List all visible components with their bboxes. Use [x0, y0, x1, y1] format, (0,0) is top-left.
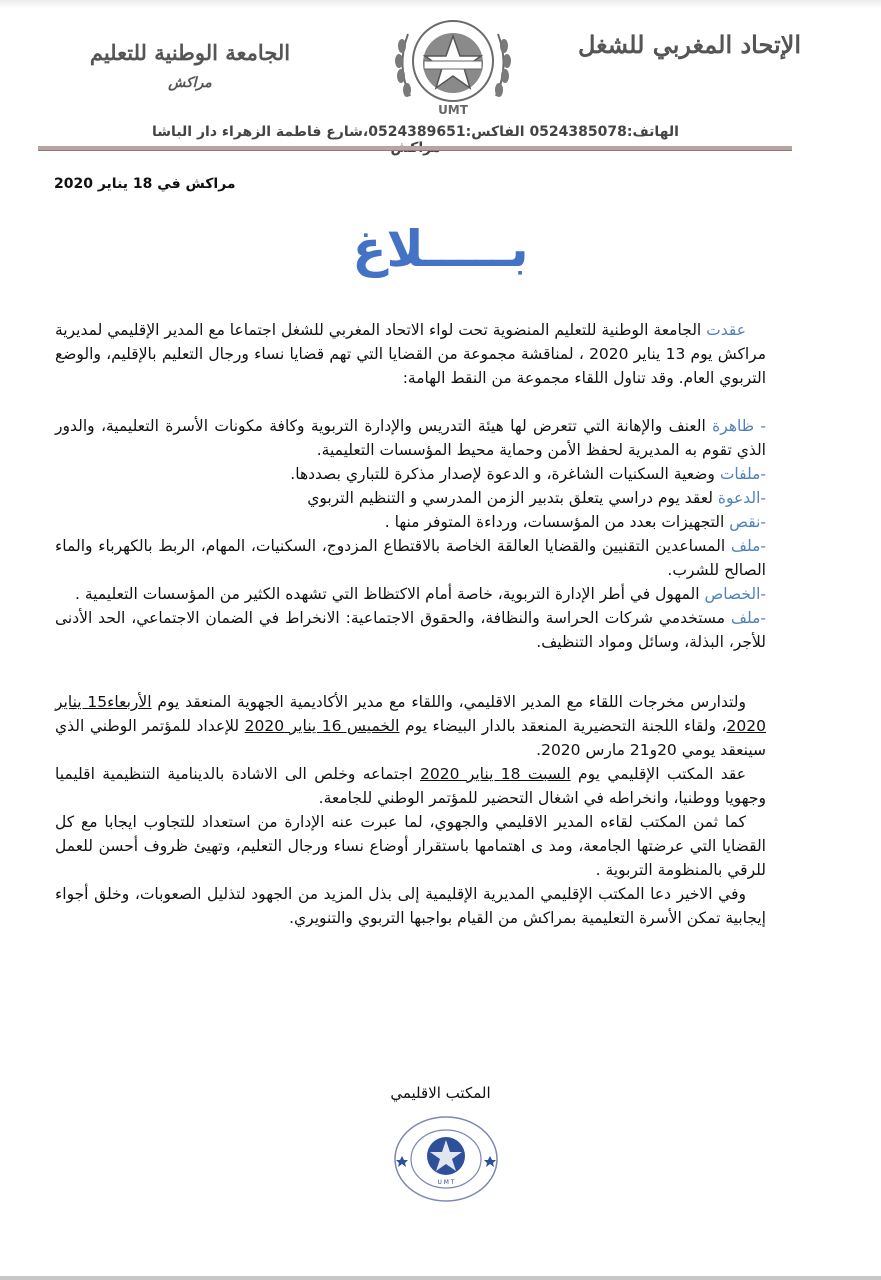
spacer	[55, 654, 766, 678]
intro-keyword: عقدت	[706, 321, 746, 339]
point-keyword: ملف	[730, 537, 761, 555]
text-run: ولتدارس مخرجات اللقاء مع المدير الاقليمي، واللقاء مع مدير الأكاديمية الجهوية المنعقد يوم	[151, 693, 746, 711]
page-bottom-edge	[0, 1276, 881, 1280]
point-text: المساعدين التقنيين والقضايا العالقة الخاصة بالاقتطاع المزدوج، السكنيات، المهام، الربط بالكهرباء والماء الصالح للشرب.	[55, 537, 766, 579]
point-text: لعقد يوم دراسي يتعلق بتدبير الزمن المدرسي و التنظيم التربوي	[307, 489, 718, 507]
point-item	[55, 606, 766, 654]
point-text: العنف والإهانة التي تتعرض لها هيئة التدريس والإدارة التربوية وكافة مكونات الأسرة التعليمية، والدور الذي تقوم به المديرية لحفظ الأمن وحماية محيط المؤسسات التعليمية.	[55, 417, 766, 459]
paragraph-office-meeting	[55, 762, 766, 810]
intro-paragraph	[55, 318, 766, 390]
point-item	[55, 582, 766, 606]
point-item	[55, 510, 766, 534]
point-prefix: -	[760, 513, 766, 531]
point-prefix: -	[760, 465, 766, 483]
point-text: مستخدمي شركات الحراسة والنظافة، والحقوق الاجتماعية: الانخراط في الضمان الاجتماعي، الحد الأدنى للأجر، البذلة، وسائل ومواد التنظيف.	[55, 609, 766, 651]
intro-text: الجامعة الوطنية للتعليم المنضوية تحت لواء الاتحاد المغربي للشغل اجتماعا مع المدير الإقليمي لمديرية مراكش يوم 13 يناير 2020 ، لمناقشة مجموعة من القضايا التي تهم قضايا نساء ورجال التعليم بالإقليم، والوضع التربوي العام. وقد تناول اللقاء مجموعة من النقط الهامة:	[55, 321, 767, 387]
underlined-date: الأربعاء15 يناير 2020	[55, 693, 766, 735]
paragraph-followup-meetings	[55, 690, 766, 762]
header-divider	[38, 146, 792, 151]
point-keyword: ظاهرة	[712, 417, 755, 435]
text-run: عقد المكتب الإقليمي يوم	[570, 765, 747, 783]
underlined-date: السبت 18 يناير 2020	[419, 765, 571, 783]
text-run: اجتماعه وخلص الى الاشادة بالدينامية التنظيمية اقليميا وجهويا ووطنيا، وانخراطه في اشغال التحضير للمؤتمر الوطني للجامعة.	[55, 765, 766, 807]
point-keyword: ملفات	[719, 465, 761, 483]
paragraph-closing: وفي الاخير دعا المكتب الإقليمي المديرية الإقليمية إلى بذل المزيد من الجهود لتذليل الصعوبات، وخلق أجواء إيجابية تمكن الأسرة التعليمية بمراكش من القيام بواجبها التربوي والتنويري.	[55, 885, 766, 927]
point-keyword: ملف	[730, 609, 761, 627]
point-item	[55, 486, 766, 510]
point-keyword: نقص	[729, 513, 761, 531]
point-prefix: -	[754, 417, 766, 435]
svg-text:U M T: U M T	[437, 1179, 455, 1186]
point-text: المهول في أطر الإدارة التربوية، خاصة أمام الاكتظاظ التي تشهده الكثير من المؤسسات التعليمية .	[75, 585, 705, 603]
federation-block	[85, 40, 295, 91]
logo-text: UMT	[438, 103, 468, 117]
point-item	[55, 462, 766, 486]
paragraph-appreciation: كما ثمن المكتب لقاءه المدير الاقليمي والجهوي، لما عبرت عنه الإدارة من استعداد للتجاوب ايجابا مع كل القضايا التي عرضتها الجامعة، ومد ى اهتمامها باستقرار أوضاع نساء ورجال التعليم، وتهيئ ظروف أحسن للعمل للرقي بالمنظومة التربوية .	[55, 813, 766, 879]
spacer	[55, 390, 766, 414]
point-keyword: الدعوة	[717, 489, 761, 507]
point-text: وضعية السكنيات الشاغرة، و الدعوة لإصدار مذكرة للتباري بصددها.	[290, 465, 720, 483]
point-prefix: -	[760, 489, 766, 507]
document-body	[55, 318, 766, 930]
point-text: التجهيزات بعدد من المؤسسات، ورداءة المتوفر منها .	[384, 513, 730, 531]
text-run: للإعداد للمؤتمر الوطني الذي سينعقد يومي 20و21 مارس 2020.	[55, 717, 766, 759]
contact-line: الهاتف:0524385078 الفاكس:0524389651،شارع فاطمة الزهراء دار الباشا	[152, 124, 679, 140]
point-prefix: -	[760, 609, 766, 627]
federation-name: الجامعة الوطنية للتعليم	[89, 40, 291, 65]
point-item	[55, 414, 766, 462]
text-run: ، ولقاء اللجنة التحضيرية المنعقد بالدار البيضاء يوم	[399, 717, 727, 735]
official-stamp-icon	[392, 1114, 500, 1204]
point-keyword: الخصاص	[704, 585, 761, 603]
document-title: بـــــلاغ	[352, 220, 529, 278]
union-name: الإتحاد المغربي للشغل	[577, 30, 801, 59]
underlined-date: الخميس 16 يناير 2020	[244, 717, 400, 735]
umt-logo-icon	[388, 6, 518, 118]
point-prefix: -	[760, 585, 766, 603]
point-item	[55, 534, 766, 582]
point-prefix: -	[760, 537, 766, 555]
spacer	[55, 678, 766, 690]
signoff: المكتب الاقليمي	[390, 1084, 491, 1102]
date-line: مراكش في 18 يناير 2020	[54, 176, 236, 192]
federation-city: مراكش	[168, 75, 212, 91]
